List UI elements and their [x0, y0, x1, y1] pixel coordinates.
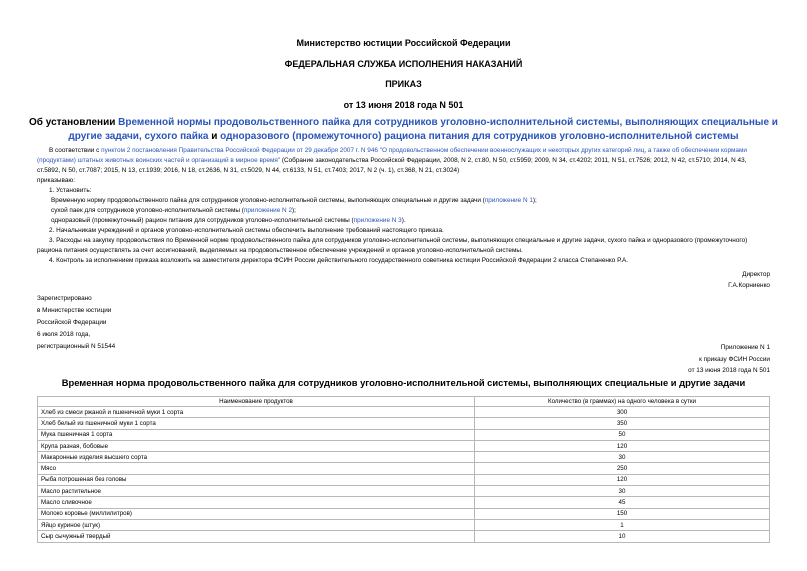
product-name: Сыр сычужный твердый — [38, 531, 475, 542]
table-row — [38, 519, 770, 530]
service-name: ФЕДЕРАЛЬНАЯ СЛУЖБА ИСПОЛНЕНИЯ НАКАЗАНИЙ — [284, 59, 523, 69]
preamble — [37, 146, 770, 176]
table-row — [38, 486, 770, 497]
item-2: 2. Начальникам учреждений и органов уголовно-исполнительной системы обеспечить выполнение требований настоящего приказа. — [49, 227, 444, 234]
table-row — [38, 407, 770, 418]
product-name: Яйцо куриное (штук) — [38, 519, 475, 530]
item-1a: Временную норму продовольственного пайка для сотрудников уголовно-исполнительной системы, выполняющих специальные и другие задачи (приложение N 1); — [51, 197, 537, 204]
table-row — [38, 508, 770, 519]
title-prefix: Об установлении — [29, 117, 116, 128]
registration-line: 6 июля 2018 года, — [37, 331, 91, 338]
registration-line: Российской Федерации — [37, 319, 107, 326]
product-quantity: 30 — [475, 452, 770, 463]
product-name: Хлеб из смеси ржаной и пшеничной муки 1 сорта — [38, 407, 475, 418]
table-row — [38, 463, 770, 474]
registration-block — [37, 293, 115, 353]
annex-1-link[interactable]: приложение N 1 — [484, 197, 533, 204]
order-word: приказываю: — [37, 177, 75, 184]
annex-header — [688, 342, 770, 377]
table-row — [38, 531, 770, 542]
table-row — [38, 418, 770, 429]
preamble-link-clause[interactable]: пунктом 2 постановления Правительства Российской Федерации от 29 декабря 2007 г. N 946 — [101, 147, 378, 154]
registration-line: в Министерстве юстиции — [37, 307, 112, 314]
item-1b: сухой паек для сотрудников уголовно-исполнительной системы (приложение N 2); — [51, 207, 296, 214]
product-quantity: 50 — [475, 429, 770, 440]
product-name: Хлеб белый из пшеничной муки 1 сорта — [38, 418, 475, 429]
document-type: ПРИКАЗ — [385, 79, 422, 89]
preamble-citations: (Собрание законодательства Российской Федерации, 2008, N 2, ст.80, N 50, ст.5959; 2009, N 34, ст.4202; 2011, N 51, ст.7526; 2012, N 42, ст.5710; 2014, N 43, ст.5892, N 50, ст.7087; 2015, N 13, ст.1939; 2016, N 18, ст.2636, N 31, ст.5029, N 44, ст.6133, N 51, ст.7403; 2017, N 2 (ч. 1), ст.368, N 21, ст.3024) — [37, 157, 747, 174]
column-header-product: Наименование продуктов — [38, 397, 475, 407]
table-header-row — [38, 397, 770, 407]
product-quantity: 1 — [475, 519, 770, 530]
order-title — [28, 116, 779, 144]
order-body — [37, 146, 770, 266]
signature-position: Директор — [742, 271, 770, 278]
item-3: 3. Расходы на закупку продовольствия по Временной норме продовольственного пайка для сотрудников уголовно-исполнительной системы, выполняющих специальные и другие задачи, сухого пайка и одноразового (промежуточного) рациона питания осуществлять за счет ассигнований, выделяемых на продовольственное обеспечение учреждений и органов уголовно-исполнительной системы. — [37, 237, 748, 254]
item-1: 1. Установить: — [49, 187, 92, 194]
document-date-number: от 13 июня 2018 года N 501 — [343, 100, 464, 110]
annex-title: Временная норма продовольственного пайка для сотрудников уголовно-исполнительной системы, выполняющих специальные и другие задачи — [61, 377, 746, 388]
product-quantity: 150 — [475, 508, 770, 519]
table-row — [38, 452, 770, 463]
title-conjunction: и — [211, 131, 218, 142]
title-link-dry-ration[interactable]: сухого пайка — [144, 131, 209, 142]
annex-2-link[interactable]: приложение N 2 — [243, 207, 292, 214]
title-link-norm[interactable]: Временной нормы продовольственного пайка для сотрудников уголовно-исполнительной системы, выполняющих специальные и другие задачи, — [68, 117, 778, 142]
product-name: Молоко коровье (миллилитров) — [38, 508, 475, 519]
preamble-link-resolution[interactable]: "О продовольственном обеспечении военнослужащих и некоторых других категорий лиц, а также об обеспечении кормами (продуктами) штатных животных воинских частей и организаций в мирное время" — [37, 147, 747, 164]
product-name: Рыба потрошеная без головы — [38, 474, 475, 485]
item-4: 4. Контроль за исполнением приказа возложить на заместителя директора ФСИН России действительного государственного советника юстиции Российской Федерации 2 класса Степаненко Р.А. — [49, 257, 628, 264]
ration-norm-table — [37, 396, 770, 543]
annex-ref: к приказу ФСИН России — [699, 355, 770, 363]
product-quantity: 300 — [475, 407, 770, 418]
table-row — [38, 440, 770, 451]
signature-block — [728, 270, 770, 291]
signature-name: Г.А.Корниенко — [728, 281, 770, 289]
preamble-text-start: В соответствии с — [49, 147, 100, 154]
product-name: Масло сливочное — [38, 497, 475, 508]
product-quantity: 350 — [475, 418, 770, 429]
annex-3-link[interactable]: приложение N 3 — [353, 217, 402, 224]
table-row — [38, 429, 770, 440]
product-quantity: 250 — [475, 463, 770, 474]
annex-date: от 13 июня 2018 года N 501 — [688, 367, 770, 374]
product-quantity: 120 — [475, 440, 770, 451]
title-link-single-ration[interactable]: одноразового (промежуточного) рациона питания для сотрудников уголовно-исполнительной системы — [220, 131, 739, 142]
registration-line: Зарегистрировано — [37, 295, 92, 302]
product-quantity: 45 — [475, 497, 770, 508]
item-1c: одноразовый (промежуточный) рацион питания для сотрудников уголовно-исполнительной системы (приложение N 3). — [51, 217, 406, 224]
table-row — [38, 474, 770, 485]
product-name: Макаронные изделия высшего сорта — [38, 452, 475, 463]
product-quantity: 120 — [475, 474, 770, 485]
product-quantity: 30 — [475, 486, 770, 497]
product-name: Крупа разная, бобовые — [38, 440, 475, 451]
ministry-name: Министерство юстиции Российской Федерации — [296, 38, 511, 48]
product-quantity: 10 — [475, 531, 770, 542]
product-name: Мясо — [38, 463, 475, 474]
table-row — [38, 497, 770, 508]
registration-line: регистрационный N 51544 — [37, 343, 116, 350]
product-name: Масло растительное — [38, 486, 475, 497]
annex-label: Приложение N 1 — [720, 344, 770, 351]
product-name: Мука пшеничная 1 сорта — [38, 429, 475, 440]
column-header-quantity: Количество (в граммах) на одного человека в сутки — [475, 397, 770, 407]
